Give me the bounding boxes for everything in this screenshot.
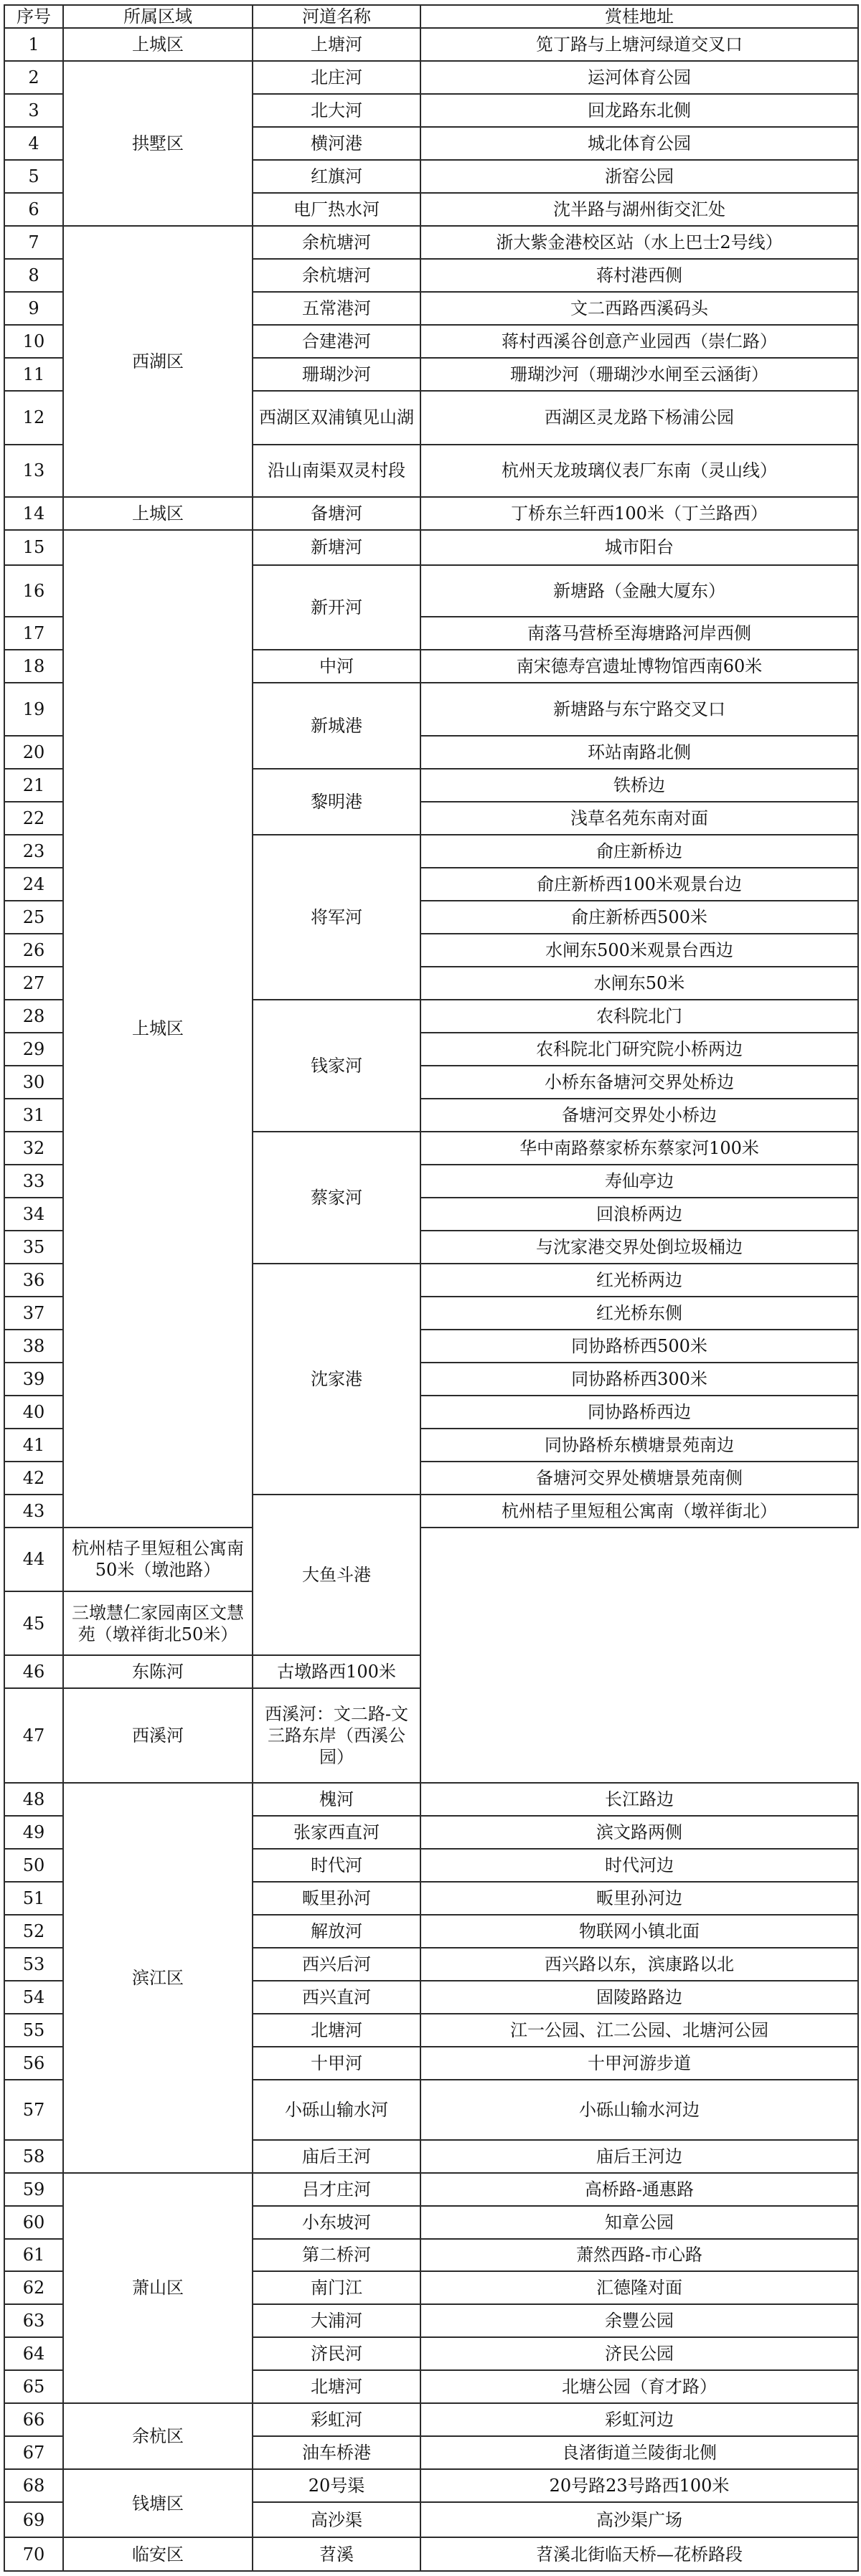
location-cell: 江一公园、江二公园、北塘河公园 xyxy=(420,2014,858,2047)
river-cell: 大浦河 xyxy=(253,2304,420,2337)
river-cell: 余杭塘河 xyxy=(253,259,420,292)
river-cell: 西湖区双浦镇见山湖 xyxy=(253,391,420,445)
row-number: 5 xyxy=(4,160,63,193)
location-cell: 物联网小镇北面 xyxy=(420,1915,858,1948)
location-cell: 知章公园 xyxy=(420,2206,858,2239)
row-number: 50 xyxy=(4,1849,63,1882)
row-number: 1 xyxy=(4,28,63,61)
row-number: 21 xyxy=(4,769,63,802)
location-cell: 新塘路与东宁路交叉口 xyxy=(420,683,858,737)
location-cell: 珊瑚沙河（珊瑚沙水闸至云涵街） xyxy=(420,358,858,391)
row-number: 31 xyxy=(4,1099,63,1132)
table-row xyxy=(4,2173,858,2206)
river-cell: 时代河 xyxy=(253,1849,420,1882)
river-cell: 钱家河 xyxy=(253,1000,420,1132)
location-cell: 杭州天龙玻璃仪表厂东南（灵山线） xyxy=(420,445,858,497)
location-cell: 红光桥两边 xyxy=(420,1264,858,1297)
location-cell: 回浪桥两边 xyxy=(420,1198,858,1231)
row-number: 40 xyxy=(4,1396,63,1429)
location-cell: 同协路桥西边 xyxy=(420,1396,858,1429)
river-cell: 电厂热水河 xyxy=(253,193,420,226)
river-cell: 新塘河 xyxy=(253,530,420,565)
location-cell: 运河体育公园 xyxy=(420,61,858,94)
location-cell: 水闸东50米 xyxy=(420,967,858,1000)
location-cell: 汇德隆对面 xyxy=(420,2271,858,2304)
table-row xyxy=(4,1528,858,1591)
location-cell: 畈里孙河边 xyxy=(420,1882,858,1915)
row-number: 10 xyxy=(4,325,63,358)
location-cell: 城市阳台 xyxy=(420,530,858,565)
row-number: 15 xyxy=(4,530,63,565)
river-cell: 东陈河 xyxy=(63,1655,253,1688)
location-cell: 彩虹河边 xyxy=(420,2403,858,2436)
row-number: 16 xyxy=(4,565,63,617)
river-cell: 苕溪 xyxy=(253,2537,420,2571)
location-cell: 20号路23号路西100米 xyxy=(420,2469,858,2502)
location-cell: 蒋村港西侧 xyxy=(420,259,858,292)
row-number: 67 xyxy=(4,2436,63,2469)
location-cell: 农科院北门研究院小桥两边 xyxy=(420,1033,858,1066)
river-cell: 蔡家河 xyxy=(253,1132,420,1264)
location-cell: 苕溪北街临天桥—花桥路段 xyxy=(420,2537,858,2571)
river-cell: 北塘河 xyxy=(253,2014,420,2047)
river-cell: 油车桥港 xyxy=(253,2436,420,2469)
location-cell: 十甲河游步道 xyxy=(420,2047,858,2080)
location-cell: 济民公园 xyxy=(420,2337,858,2370)
location-cell: 沈半路与湖州街交汇处 xyxy=(420,193,858,226)
location-cell: 新塘路（金融大厦东） xyxy=(420,565,858,617)
table-body xyxy=(4,28,858,2571)
river-cell: 横河港 xyxy=(253,127,420,160)
river-cell: 20号渠 xyxy=(253,2469,420,2502)
row-number: 53 xyxy=(4,1948,63,1981)
location-cell: 三墩慧仁家园南区文慧苑（墩祥街北50米） xyxy=(63,1591,253,1655)
location-cell: 华中南路蔡家桥东蔡家河100米 xyxy=(420,1132,858,1165)
location-cell: 俞庄新桥西500米 xyxy=(420,901,858,934)
location-cell: 滨文路两侧 xyxy=(420,1816,858,1849)
row-number: 45 xyxy=(4,1591,63,1655)
table-row xyxy=(4,1655,858,1688)
river-cell: 吕才庄河 xyxy=(253,2173,420,2206)
district-cell: 上城区 xyxy=(63,28,253,61)
location-cell: 俞庄新桥边 xyxy=(420,835,858,868)
location-cell: 蒋村西溪谷创意产业园西（崇仁路） xyxy=(420,325,858,358)
river-cell: 余杭塘河 xyxy=(253,226,420,259)
header-row xyxy=(4,5,858,28)
location-cell: 浙大紫金港校区站（水上巴士2号线） xyxy=(420,226,858,259)
location-cell: 同协路桥东横塘景苑南边 xyxy=(420,1429,858,1462)
row-number: 61 xyxy=(4,2239,63,2272)
district-cell: 钱塘区 xyxy=(63,2469,253,2537)
row-number: 43 xyxy=(4,1495,63,1528)
river-cell: 西兴直河 xyxy=(253,1981,420,2014)
header-river: 河道名称 xyxy=(253,5,420,28)
row-number: 44 xyxy=(4,1528,63,1591)
row-number: 37 xyxy=(4,1297,63,1330)
row-number: 19 xyxy=(4,683,63,737)
table-row xyxy=(4,61,858,94)
row-number: 28 xyxy=(4,1000,63,1033)
location-cell: 时代河边 xyxy=(420,1849,858,1882)
location-cell: 水闸东500米观景台西边 xyxy=(420,934,858,967)
row-number: 66 xyxy=(4,2403,63,2436)
location-cell: 良渚街道兰陵街北侧 xyxy=(420,2436,858,2469)
location-cell: 杭州桔子里短租公寓南50米（墩池路） xyxy=(63,1528,253,1591)
row-number: 58 xyxy=(4,2140,63,2173)
row-number: 34 xyxy=(4,1198,63,1231)
row-number: 11 xyxy=(4,358,63,391)
location-cell: 红光桥东侧 xyxy=(420,1297,858,1330)
district-cell: 临安区 xyxy=(63,2537,253,2571)
row-number: 51 xyxy=(4,1882,63,1915)
location-cell: 萧然西路-市心路 xyxy=(420,2239,858,2272)
location-cell: 城北体育公园 xyxy=(420,127,858,160)
row-number: 25 xyxy=(4,901,63,934)
location-cell: 笕丁路与上塘河绿道交叉口 xyxy=(420,28,858,61)
district-cell: 上城区 xyxy=(63,497,253,530)
row-number: 59 xyxy=(4,2173,63,2206)
location-cell: 杭州桔子里短租公寓南（墩祥街北） xyxy=(420,1495,858,1528)
river-cell: 小东坡河 xyxy=(253,2206,420,2239)
row-number: 47 xyxy=(4,1688,63,1783)
location-cell: 丁桥东兰轩西100米（丁兰路西） xyxy=(420,497,858,530)
river-cell: 济民河 xyxy=(253,2337,420,2370)
river-cell: 合建港河 xyxy=(253,325,420,358)
row-number: 32 xyxy=(4,1132,63,1165)
location-cell: 小砾山输水河边 xyxy=(420,2080,858,2139)
location-cell: 备塘河交界处横塘景苑南侧 xyxy=(420,1462,858,1495)
location-cell: 铁桥边 xyxy=(420,769,858,802)
row-number: 65 xyxy=(4,2370,63,2403)
location-cell: 与沈家港交界处倒垃圾桶边 xyxy=(420,1231,858,1264)
row-number: 9 xyxy=(4,292,63,325)
row-number: 57 xyxy=(4,2080,63,2139)
river-cell: 槐河 xyxy=(253,1783,420,1816)
location-cell: 环站南路北侧 xyxy=(420,736,858,769)
district-cell: 拱墅区 xyxy=(63,61,253,226)
river-cell: 北大河 xyxy=(253,94,420,127)
location-cell: 北塘公园（育才路） xyxy=(420,2370,858,2403)
river-cell: 大鱼斗港 xyxy=(253,1495,420,1655)
table-row xyxy=(4,1591,858,1655)
river-cell: 珊瑚沙河 xyxy=(253,358,420,391)
district-cell: 余杭区 xyxy=(63,2403,253,2469)
row-number: 2 xyxy=(4,61,63,94)
row-number: 6 xyxy=(4,193,63,226)
row-number: 30 xyxy=(4,1066,63,1099)
location-cell: 西溪河：文二路-文三路东岸（西溪公园） xyxy=(253,1688,420,1783)
location-cell: 农科院北门 xyxy=(420,1000,858,1033)
row-number: 54 xyxy=(4,1981,63,2014)
table-row xyxy=(4,226,858,259)
river-cell: 沈家港 xyxy=(253,1264,420,1495)
river-cell: 中河 xyxy=(253,650,420,683)
location-cell: 古墩路西100米 xyxy=(253,1655,420,1688)
row-number: 18 xyxy=(4,650,63,683)
river-cell: 南门江 xyxy=(253,2271,420,2304)
location-cell: 俞庄新桥西100米观景台边 xyxy=(420,868,858,901)
row-number: 38 xyxy=(4,1330,63,1363)
row-number: 69 xyxy=(4,2502,63,2537)
row-number: 46 xyxy=(4,1655,63,1688)
river-cell: 黎明港 xyxy=(253,769,420,835)
row-number: 60 xyxy=(4,2206,63,2239)
location-cell: 高桥路-通惠路 xyxy=(420,2173,858,2206)
river-cell: 上塘河 xyxy=(253,28,420,61)
row-number: 22 xyxy=(4,802,63,835)
row-number: 49 xyxy=(4,1816,63,1849)
row-number: 24 xyxy=(4,868,63,901)
row-number: 41 xyxy=(4,1429,63,1462)
row-number: 4 xyxy=(4,127,63,160)
district-cell: 滨江区 xyxy=(63,1783,253,2172)
river-cell: 将军河 xyxy=(253,835,420,1000)
river-cell: 五常港河 xyxy=(253,292,420,325)
river-cell: 新开河 xyxy=(253,565,420,650)
river-cell: 红旗河 xyxy=(253,160,420,193)
location-cell: 固陵路路边 xyxy=(420,1981,858,2014)
row-number: 17 xyxy=(4,617,63,650)
location-cell: 西湖区灵龙路下杨浦公园 xyxy=(420,391,858,445)
location-cell: 小桥东备塘河交界处桥边 xyxy=(420,1066,858,1099)
location-cell: 余豐公园 xyxy=(420,2304,858,2337)
row-number: 55 xyxy=(4,2014,63,2047)
location-cell: 长江路边 xyxy=(420,1783,858,1816)
header-location: 赏桂地址 xyxy=(420,5,858,28)
row-number: 63 xyxy=(4,2304,63,2337)
row-number: 26 xyxy=(4,934,63,967)
header-district: 所属区域 xyxy=(63,5,253,28)
river-cell: 高沙渠 xyxy=(253,2502,420,2537)
row-number: 29 xyxy=(4,1033,63,1066)
river-cell: 新城港 xyxy=(253,683,420,770)
row-number: 20 xyxy=(4,736,63,769)
district-cell: 上城区 xyxy=(63,530,253,1528)
header-no: 序号 xyxy=(4,5,63,28)
row-number: 56 xyxy=(4,2047,63,2080)
location-cell: 寿仙亭边 xyxy=(420,1165,858,1198)
row-number: 70 xyxy=(4,2537,63,2571)
row-number: 52 xyxy=(4,1915,63,1948)
table-row xyxy=(4,2469,858,2502)
district-cell: 西湖区 xyxy=(63,226,253,497)
river-cell: 小砾山输水河 xyxy=(253,2080,420,2139)
row-number: 27 xyxy=(4,967,63,1000)
table-row xyxy=(4,497,858,530)
location-cell: 文二西路西溪码头 xyxy=(420,292,858,325)
location-cell: 浙窑公园 xyxy=(420,160,858,193)
row-number: 42 xyxy=(4,1462,63,1495)
table-row xyxy=(4,1783,858,1816)
row-number: 7 xyxy=(4,226,63,259)
river-cell: 张家西直河 xyxy=(253,1816,420,1849)
row-number: 62 xyxy=(4,2271,63,2304)
location-cell: 南落马营桥至海塘路河岸西侧 xyxy=(420,617,858,650)
row-number: 68 xyxy=(4,2469,63,2502)
location-cell: 浅草名苑东南对面 xyxy=(420,802,858,835)
table-row xyxy=(4,2537,858,2571)
osmanthus-viewing-table xyxy=(4,4,859,2572)
location-cell: 西兴路以东，滨康路以北 xyxy=(420,1948,858,1981)
river-cell: 彩虹河 xyxy=(253,2403,420,2436)
table-row xyxy=(4,1688,858,1783)
location-cell: 庙后王河边 xyxy=(420,2140,858,2173)
table-row xyxy=(4,2403,858,2436)
table-row xyxy=(4,28,858,61)
row-number: 23 xyxy=(4,835,63,868)
table-row xyxy=(4,530,858,565)
row-number: 48 xyxy=(4,1783,63,1816)
location-cell: 同协路桥西500米 xyxy=(420,1330,858,1363)
row-number: 39 xyxy=(4,1363,63,1396)
location-cell: 高沙渠广场 xyxy=(420,2502,858,2537)
river-cell: 庙后王河 xyxy=(253,2140,420,2173)
river-cell: 西溪河 xyxy=(63,1688,253,1783)
row-number: 35 xyxy=(4,1231,63,1264)
river-cell: 十甲河 xyxy=(253,2047,420,2080)
location-cell: 回龙路东北侧 xyxy=(420,94,858,127)
row-number: 33 xyxy=(4,1165,63,1198)
row-number: 36 xyxy=(4,1264,63,1297)
row-number: 8 xyxy=(4,259,63,292)
row-number: 3 xyxy=(4,94,63,127)
location-cell: 同协路桥西300米 xyxy=(420,1363,858,1396)
river-cell: 第二桥河 xyxy=(253,2239,420,2272)
river-cell: 西兴后河 xyxy=(253,1948,420,1981)
row-number: 12 xyxy=(4,391,63,445)
river-cell: 沿山南渠双灵村段 xyxy=(253,445,420,497)
district-cell: 萧山区 xyxy=(63,2173,253,2404)
river-cell: 备塘河 xyxy=(253,497,420,530)
row-number: 14 xyxy=(4,497,63,530)
row-number: 13 xyxy=(4,445,63,497)
river-cell: 北塘河 xyxy=(253,2370,420,2403)
river-cell: 解放河 xyxy=(253,1915,420,1948)
river-cell: 畈里孙河 xyxy=(253,1882,420,1915)
row-number: 64 xyxy=(4,2337,63,2370)
river-cell: 北庄河 xyxy=(253,61,420,94)
location-cell: 备塘河交界处小桥边 xyxy=(420,1099,858,1132)
location-cell: 南宋德寿宫遗址博物馆西南60米 xyxy=(420,650,858,683)
